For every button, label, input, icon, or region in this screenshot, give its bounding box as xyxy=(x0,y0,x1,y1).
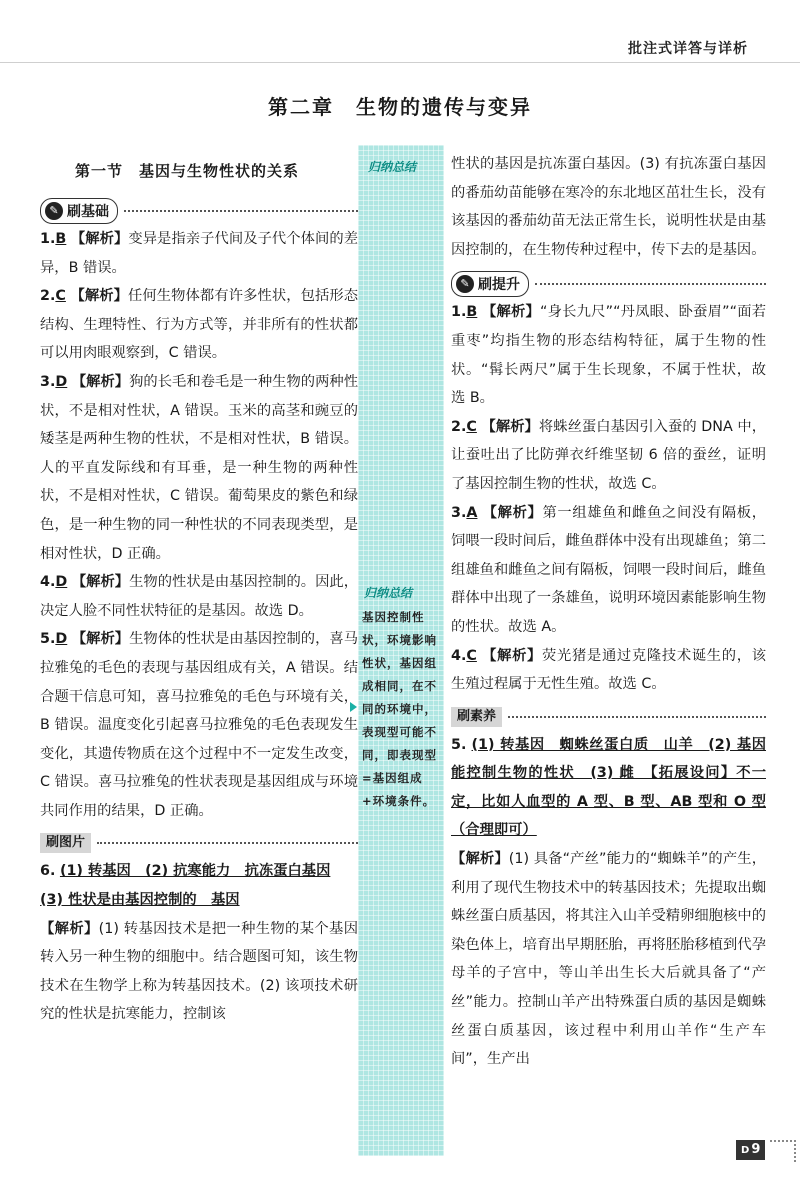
corner-decoration xyxy=(770,1140,796,1162)
answer-num: 4. xyxy=(40,574,56,591)
summary-body: 基因控制性状，环境影响性状，基因组成相同，在不同的环境中，表现型可能不同，即表现型=基因组成+环境条件。 xyxy=(362,610,437,808)
answer-num: 3. xyxy=(451,504,467,521)
answer-ans: B xyxy=(55,231,67,247)
dotted-rule xyxy=(508,716,766,718)
badge-improve-header xyxy=(451,270,766,298)
badge-basic-header xyxy=(40,197,358,225)
answer-text: 生物的性状是由基因控制的。因此，决定人脸不同性状特征的是基因。故选 D。 xyxy=(40,574,359,619)
answer-num: 2. xyxy=(40,288,56,305)
q6-answer: 6. (1) 转基因 (2) 抗寒能力 抗冻蛋白基因 (3) 性状是由基因控制的 基因 【解析】(1) 转基因技术是把一种生物的某个基因转入另一种生物的细胞中。结合题图可知，该生物技术在生物学上称为转基因技术。(2) 该项技术研究的性状是抗寒能力，控制该 xyxy=(40,863,358,1023)
answer-ans: C xyxy=(466,647,477,664)
q5-answer: 5. (1) 转基因 蜘蛛丝蛋白质 山羊 (2) 基因能控制生物的性状 (3) 雌 【拓展设问】不一定，比如人血型的 A 型、B 型、AB 型和 O 型（合理即可） 【解析】(1) 具备“产丝”能力的“蜘蛛羊”的产生，利用了现代生物技术中的转基因技术；先提取出蜘蛛丝蛋白质基因，将其注入山羊受精卵细胞核中的染色体上，培育出早期胚胎，再将胚胎移植到代孕母羊的子宫中，等山羊出生长大后就具备了“产丝”能力。控制山羊产出特殊蛋白质的基因是蜘蛛丝蛋白质基因，该过程中利用山羊作“生产车间”，生产出 xyxy=(451,736,767,1068)
badge-literacy: 刷素养 xyxy=(451,707,502,727)
answer-item xyxy=(40,282,358,368)
badge-improve: ✎ 刷提升 xyxy=(451,271,529,297)
answer-text: 将蛛丝蛋白基因引入蚕的 DNA 中，让蚕吐出了比防弹衣纤维坚韧 6 倍的蚕丝，证明了基因控制生物的性状，故选 C。 xyxy=(451,418,767,492)
left-answer-list xyxy=(40,225,358,825)
badge-basic: ✎ 刷基础 xyxy=(40,198,118,224)
answer-tag: 【解析】 xyxy=(70,288,129,305)
answer-tag: 【解析】 xyxy=(71,631,130,648)
answer-item xyxy=(451,413,766,499)
answer-num: 1. xyxy=(451,304,467,321)
answer-num: 5. xyxy=(40,631,56,648)
answer-item xyxy=(40,368,358,568)
answer-tag: 【解析】 xyxy=(481,418,539,435)
answer-text: 任何生物体都有许多性状，包括形态结构、生理特性、行为方式等，并非所有的性状都可以用肉眼观察到，C 错误。 xyxy=(40,288,359,362)
badge-picture-header xyxy=(40,829,358,857)
answer-item xyxy=(40,625,358,825)
answer-ans: D xyxy=(55,631,68,648)
chapter-title: 第二章 生物的遗传与变异 xyxy=(268,95,532,119)
dotted-rule xyxy=(97,842,358,844)
answer-text: 变异是指亲子代间及子代个体间的差异，B 错误。 xyxy=(40,231,359,276)
dotted-rule xyxy=(535,283,766,285)
answer-num: 1. xyxy=(40,231,56,247)
summary-title: 归纳总结 xyxy=(364,586,413,600)
answer-tag: 【解析】 xyxy=(70,231,129,247)
answer-tag: 【解析】 xyxy=(482,504,543,521)
answer-ans: D xyxy=(55,574,68,591)
answer-ans: B xyxy=(466,304,478,321)
left-column xyxy=(40,197,358,1029)
answer-item xyxy=(451,642,766,699)
answer-item xyxy=(451,499,766,642)
continued-text: 性状的基因是抗冻蛋白基因。(3) 有抗冻蛋白基因的番茄幼苗能够在寒冷的东北地区茁壮生长，没有该基因的番茄幼苗无法正常生长，说明性状是由基因控制的，在生物传种过程中，传下去的是基因。 xyxy=(451,156,766,258)
answer-text: 狗的长毛和卷毛是一种生物的两种性状，不是相对性状，A 错误。玉米的高茎和豌豆的矮茎是两种生物的性状，不是相对性状，B 错误。人的平直发际线和有耳垂，是一种生物的两种性状，不是相对性状，C 错误。葡萄果皮的紫色和绿色，是一种生物的同一种性状的不同表现类型，是相对性状，D 正确。 xyxy=(40,373,359,562)
page-number: D 9 xyxy=(736,1140,765,1160)
answer-num: 3. xyxy=(40,373,56,390)
right-column xyxy=(451,150,766,1074)
answer-ans: A xyxy=(466,504,478,521)
answer-ans: C xyxy=(466,418,477,435)
answer-text: 第一组雄鱼和雌鱼之间没有隔板，饲喂一段时间后，雌鱼群体中没有出现雄鱼；第二组雄鱼和雌鱼之间有隔板，饲喂一段时间后，雌鱼群体中出现了一条雄鱼，说明环境因素能影响生物的性状。故选 A。 xyxy=(451,504,767,635)
answer-num: 2. xyxy=(451,418,467,435)
answer-text: 荧光猪是通过克隆技术诞生的，该生殖过程属于无性生殖。故选 C。 xyxy=(451,647,767,693)
running-header: 批注式详答与详析 xyxy=(628,41,748,57)
answer-item xyxy=(40,225,358,282)
right-answer-list xyxy=(451,298,766,698)
dotted-rule xyxy=(124,210,358,212)
sidebar-top-label: 归纳总结 xyxy=(368,160,417,174)
section-title: 第一节 基因与生物性状的关系 xyxy=(75,162,300,180)
brush-icon: ✎ xyxy=(45,202,63,220)
brush-icon: ✎ xyxy=(456,275,474,293)
answer-text: “身长九尺”“丹凤眼、卧蚕眉”“面若重枣”均指生物的形态结构特征，属于生物的性状。“髯长两尺”属于生长现象，不属于性状，故选 B。 xyxy=(451,304,766,407)
answer-item xyxy=(40,568,358,625)
badge-literacy-header xyxy=(451,703,766,731)
answer-tag: 【解析】 xyxy=(482,647,543,664)
answer-item xyxy=(451,298,766,412)
answer-num: 4. xyxy=(451,647,467,664)
answer-tag: 【解析】 xyxy=(71,574,130,591)
answer-ans: D xyxy=(55,373,68,390)
badge-picture: 刷图片 xyxy=(40,833,91,853)
answer-ans: C xyxy=(55,288,66,305)
answer-tag: 【解析】 xyxy=(482,304,541,321)
answer-tag: 【解析】 xyxy=(71,373,130,390)
header-divider xyxy=(0,62,800,63)
answer-text: 生物体的性状是由基因控制的，喜马拉雅兔的毛色的表现与基因组成有关，A 错误。结合题干信息可知，喜马拉雅兔的毛色与环境有关，B 错误。温度变化引起喜马拉雅兔的毛色表现发生变化，其遗传物质在这个过程中不一定发生改变，C 错误。喜马拉雅兔的性状表现是基因组成与环境共同作用的结果，D 正确。 xyxy=(40,631,359,819)
